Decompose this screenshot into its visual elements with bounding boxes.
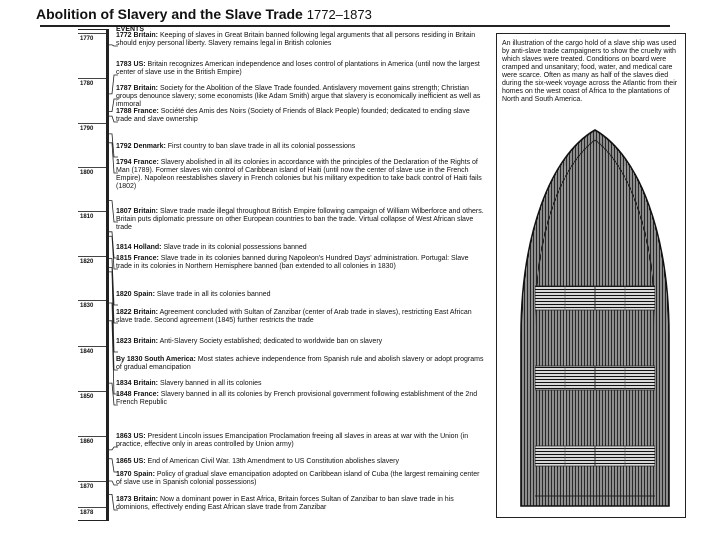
event-date: 1815 France: xyxy=(116,255,159,262)
timeline-event xyxy=(116,244,484,252)
illustration-caption: An illustration of the cargo hold of a slave ship was used by anti-slave trade campaigners to show the cruelty with which slaves were treated. Conditions on board were cramped and unsanitary; food, water, and medical care were scarce. Often as many as half of the slaves died during the six-week voyage across the Atlantic from their homes on the west coast of Africa to the plantations of North and South America. xyxy=(502,40,678,103)
event-text: Society for the Abolition of the Slave Trade founded. Antislavery movement gains strength; Christian groups denounce slavery; some economists (like Adam Smith) argue that slavery is economically inefficient as well as immoral xyxy=(116,85,481,108)
year-label: 1878 xyxy=(80,510,94,516)
event-date: 1863 US: xyxy=(116,433,146,440)
event-text: Most states achieve independence from Spanish rule and abolish slavery or adopt programs of gradual emancipation xyxy=(116,356,484,371)
event-date: 1820 Spain: xyxy=(116,291,155,298)
timeline-event xyxy=(116,85,484,109)
timeline-event xyxy=(116,208,484,232)
timeline-event xyxy=(116,309,484,325)
event-text: Slave trade in its colonies banned during Napoleon's Hundred Days' administration. Portugal: Slave trade in its colonies in Northern Hemisphere banned (ban extended to all colonies in 1830) xyxy=(116,255,469,270)
event-text: First country to ban slave trade in all its colonial possessions xyxy=(165,143,356,150)
event-text: Slave trade made illegal throughout British Empire following campaign of William Wilberforce and others. Britain puts diplomatic pressure on other European countries to ban the trade. Virtual collapse of West African slave trade xyxy=(116,208,484,231)
timeline-event xyxy=(116,61,484,77)
timeline-event xyxy=(116,255,484,271)
event-text: Policy of gradual slave emancipation adopted on Caribbean island of Cuba (the largest remaining center of slave use in Spanish colonial possessions) xyxy=(116,471,480,486)
event-date: 1822 Britain: xyxy=(116,309,159,316)
event-date: 1783 US: xyxy=(116,61,146,68)
year-label: 1840 xyxy=(80,349,94,355)
timeline-event xyxy=(116,32,484,48)
event-date: 1807 Britain: xyxy=(116,208,159,215)
timeline-event xyxy=(116,391,484,407)
timeline-event xyxy=(116,458,484,466)
event-text: Société des Amis des Noirs (Society of Friends of Black People) founded; dedicated to ending slave trade and slave ownership xyxy=(116,108,470,123)
timeline-event xyxy=(116,471,484,487)
timeline-event xyxy=(116,338,484,346)
event-date: By 1830 South America: xyxy=(116,356,196,363)
event-date: 1772 Britain: xyxy=(116,32,159,39)
slave-ship-diagram xyxy=(515,126,675,511)
event-date: 1823 Britain: xyxy=(116,338,159,345)
timeline-event xyxy=(116,291,484,299)
year-label: 1870 xyxy=(80,484,94,490)
year-label: 1800 xyxy=(80,170,94,176)
event-text: Keeping of slaves in Great Britain banned following legal arguments that all persons residing in Britain should enjoy personal liberty. Slavery remains legal in British colonies xyxy=(116,32,476,47)
event-text: Slavery banned in all its colonies xyxy=(158,380,262,387)
year-label: 1830 xyxy=(80,303,94,309)
events-column xyxy=(116,26,491,511)
event-text: End of American Civil War. 13th Amendment to US Constitution abolishes slavery xyxy=(145,458,399,465)
year-label: 1810 xyxy=(80,214,94,220)
event-text: Anti-Slavery Society established; dedicated to worldwide ban on slavery xyxy=(158,338,383,345)
event-date: 1814 Holland: xyxy=(116,244,162,251)
timeline-event xyxy=(116,143,484,151)
title-years: 1772–1873 xyxy=(306,7,372,22)
event-text: Agreement concluded with Sultan of Zanzibar (center of Arab trade in slaves), restricting East African slave trade. Second agreement (1845) further restricts the trade xyxy=(116,309,472,324)
year-label: 1790 xyxy=(80,126,94,132)
timeline-event xyxy=(116,380,484,388)
timeline-event xyxy=(116,356,484,372)
event-date: 1873 Britain: xyxy=(116,496,159,503)
year-label: 1820 xyxy=(80,259,94,265)
timeline-event xyxy=(116,108,484,124)
event-date: 1794 France: xyxy=(116,159,159,166)
event-text: President Lincoln issues Emancipation Proclamation freeing all slaves in areas at war with the Union (in practice, effective only in areas controlled by Union army) xyxy=(116,433,469,448)
title-main: Abolition of Slavery and the Slave Trade xyxy=(36,6,303,22)
timeline-event xyxy=(116,159,484,191)
event-text: Slavery banned in all its colonies by French provisional government following establishment of the 2nd French Republic xyxy=(116,391,478,406)
year-label: 1780 xyxy=(80,81,94,87)
event-text: Slave trade in all its colonies banned xyxy=(154,291,271,298)
timeline-event xyxy=(116,496,484,512)
event-date: 1870 Spain: xyxy=(116,471,155,478)
event-date: 1865 US: xyxy=(116,458,146,465)
year-label: 1850 xyxy=(80,394,94,400)
event-date: 1848 France: xyxy=(116,391,159,398)
event-date: 1788 France: xyxy=(116,108,159,115)
event-date: 1834 Britain: xyxy=(116,380,159,387)
events-header: EVENTS xyxy=(116,26,145,33)
event-date: 1787 Britain: xyxy=(116,85,159,92)
event-text: Slave trade in its colonial possessions banned xyxy=(161,244,307,251)
year-label: 1770 xyxy=(80,36,94,42)
event-text: Slavery abolished in all its colonies in accordance with the principles of the Declaration of the Rights of Man (1789). Former slaves win control of Caribbean island of Haiti (until now the center of slave use in the French Empire). Napoleon reestablishes slavery in French colonies but his military expedition to take back control of Haiti fails (1802) xyxy=(116,159,482,190)
event-text: Now a dominant power in East Africa, Britain forces Sultan of Zanzibar to ban slave trade in his dominions, effectively ending East African slave trade from Zanzibar xyxy=(116,496,454,511)
event-date: 1792 Denmark: xyxy=(116,143,166,150)
year-label: 1860 xyxy=(80,439,94,445)
event-text: Britain recognizes American independence and loses control of plantations in America (until now the largest center of slave use in the British Empire) xyxy=(116,61,480,76)
timeline-event xyxy=(116,433,484,449)
